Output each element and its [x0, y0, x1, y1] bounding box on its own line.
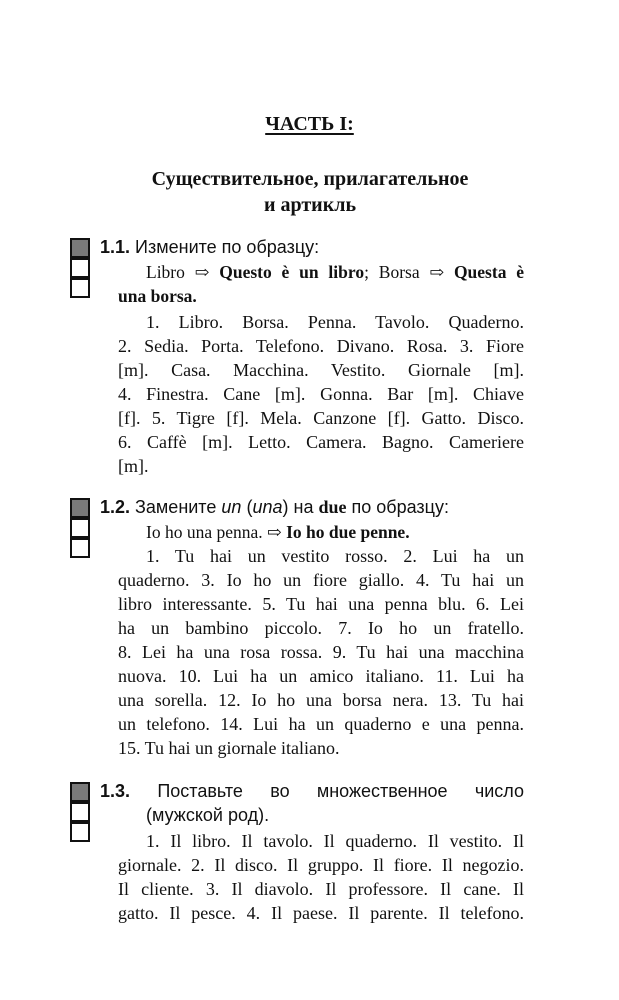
instruction-paren: ) — [282, 497, 289, 517]
part-title: ЧАСТЬ I: — [265, 113, 354, 135]
example-line-2 — [118, 284, 524, 308]
arrow-icon: ⇨ — [194, 262, 210, 282]
exercise-text-line: ha un bambino piccolo. 7. Io ho un fratello. — [118, 618, 524, 638]
exercise-text-line: 8. Lei ha una rosa rossa. 9. Tu hai una macchina — [118, 642, 524, 662]
exercise-instruction: Измените по образцу: — [135, 237, 320, 257]
exercise-text-line: libro interessante. 5. Tu hai una penna blu. 6. Lei — [118, 594, 524, 614]
progress-checkbox[interactable] — [70, 822, 90, 842]
arrow-icon: ⇨ — [267, 522, 282, 542]
progress-checkbox-filled[interactable] — [70, 498, 90, 518]
exercise-number: 1.1. — [100, 237, 131, 257]
exercise-text-line: un telefono. 14. Lui ha un quaderno e una penna. — [118, 714, 524, 734]
exercise-text-line: [f]. 5. Tigre [f]. Mela. Canzone [f]. Gatto. Disco. — [118, 408, 524, 428]
progress-checkbox[interactable] — [70, 538, 90, 558]
exercise-instruction: (мужской род). — [146, 805, 270, 825]
example-answer: Questa è — [453, 262, 525, 282]
exercise-instruction: Замените — [135, 497, 217, 517]
exercise-heading — [100, 495, 524, 519]
progress-checkbox[interactable] — [70, 278, 90, 298]
exercise-text-line: [m]. Casa. Macchina. Vestito. Giornale [m]. — [118, 360, 524, 380]
exercise-text-line: nuova. 10. Lui ha un amico italiano. 11. Lui ha — [118, 666, 524, 686]
example-word: Borsa — [378, 262, 420, 282]
exercise-heading-continued — [146, 803, 524, 827]
exercise-text-line: Il cliente. 3. Il diavolo. Il professore. Il cane. Il — [118, 879, 524, 899]
progress-checkbox-filled[interactable] — [70, 782, 90, 802]
subtitle-line-2: и артикль — [263, 194, 357, 216]
exercise-heading — [100, 235, 524, 259]
exercise-text-line: 1. Tu hai un vestito rosso. 2. Lui ha un — [146, 546, 524, 566]
instruction-italic: una — [252, 497, 283, 517]
exercise-text-line: 1. Libro. Borsa. Penna. Tavolo. Quaderno. — [146, 312, 524, 332]
progress-checkbox[interactable] — [70, 802, 90, 822]
exercise-number: 1.3. — [100, 781, 131, 801]
exercise-text-line: una sorella. 12. Io ho una borsa nera. 13. Tu hai — [118, 690, 524, 710]
example-answer: una borsa. — [118, 286, 197, 306]
example-answer: Questo è un libro — [219, 262, 365, 282]
instruction-italic: un — [221, 497, 242, 517]
section-subtitle — [60, 166, 560, 218]
exercise-heading — [100, 779, 524, 803]
exercise-text-line: 1. Il libro. Il tavolo. Il quaderno. Il vestito. Il — [146, 831, 524, 851]
exercise-instruction: Поставьте во множественное число — [157, 781, 524, 801]
example-separator: ; — [364, 262, 369, 282]
example-answer: Io ho due penne. — [286, 522, 410, 542]
exercise-text-line: 6. Caffè [m]. Letto. Camera. Bagno. Cameriere — [118, 432, 524, 452]
exercise-text-line: 15. Tu hai un giornale italiano. — [118, 738, 340, 758]
exercise-number: 1.2. — [100, 497, 131, 517]
subtitle-line-1: Существительное, прилагательное — [151, 168, 469, 190]
progress-checkbox[interactable] — [70, 258, 90, 278]
example-line-1 — [146, 260, 524, 284]
progress-checkbox-filled[interactable] — [70, 238, 90, 258]
exercise-text-line: gatto. Il pesce. 4. Il paese. Il parente. Il telefono. — [118, 903, 524, 923]
example-word: Io ho una penna. — [146, 522, 263, 542]
progress-checkbox[interactable] — [70, 518, 90, 538]
exercise-text-line: giornale. 2. Il disco. Il gruppo. Il fiore. Il negozio. — [118, 855, 524, 875]
example-line — [146, 520, 524, 544]
exercise-text-line: quaderno. 3. Io ho un fiore giallo. 4. Tu hai un — [118, 570, 524, 590]
exercise-instruction: по образцу: — [351, 497, 449, 517]
exercise-text-line: 4. Finestra. Cane [m]. Gonna. Bar [m]. Chiave — [118, 384, 524, 404]
exercise-text-line: 2. Sedia. Porta. Telefono. Divano. Rosa. 3. Fiore — [118, 336, 524, 356]
instruction-bold: due — [318, 497, 347, 517]
exercise-text-line: [m]. — [118, 456, 149, 476]
example-word: Libro — [146, 262, 185, 282]
arrow-icon: ⇨ — [429, 262, 445, 282]
instruction-paren: ( — [246, 497, 253, 517]
exercise-instruction: на — [293, 497, 314, 517]
